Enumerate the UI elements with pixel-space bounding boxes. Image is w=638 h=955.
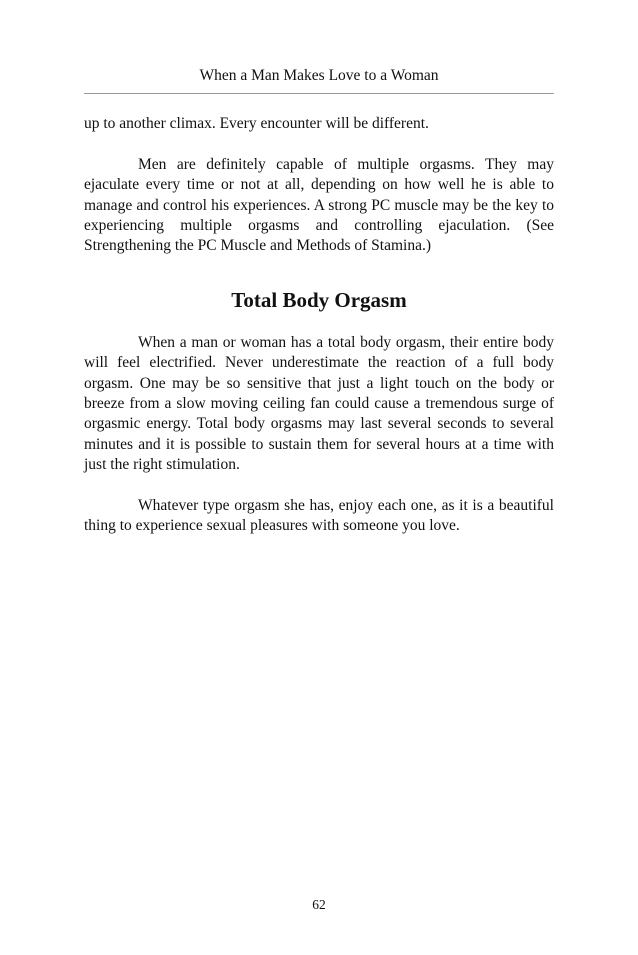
paragraph-whatever-type: Whatever type orgasm she has, enjoy each one, as it is a beautiful thing to experience sexual pleasures with someone you love. [84, 497, 554, 535]
page-number: 62 [312, 897, 326, 912]
header-rule [84, 93, 554, 94]
paragraph-continued: up to another climax. Every encounter will be different. [84, 115, 429, 132]
paragraph-multiple-orgasms: Men are definitely capable of multiple orgasms. They may ejaculate every time or not at all, depending on how well he is able to manage and control his experiences. A strong PC muscle may be the key to experiencing multiple orgasms and controlling ejaculation. (See Strengthening the PC Muscle and Methods of Stamina.) [84, 155, 554, 255]
section-heading: Total Body Orgasm [231, 287, 407, 312]
page-body [84, 114, 554, 537]
paragraph-total-body: When a man or woman has a total body orgasm, their entire body will feel electrified. Never underestimate the reaction of a full body orgasm. One may be so sensitive that just a light touch on the body or breeze from a slow moving ceiling fan could cause a tremendous surge of orgasmic energy. Total body orgasms may last several seconds to several minutes and it is possible to sustain them for several hours at a time with just the right stimulation. [84, 333, 554, 474]
running-header: When a Man Makes Love to a Woman [199, 67, 439, 84]
